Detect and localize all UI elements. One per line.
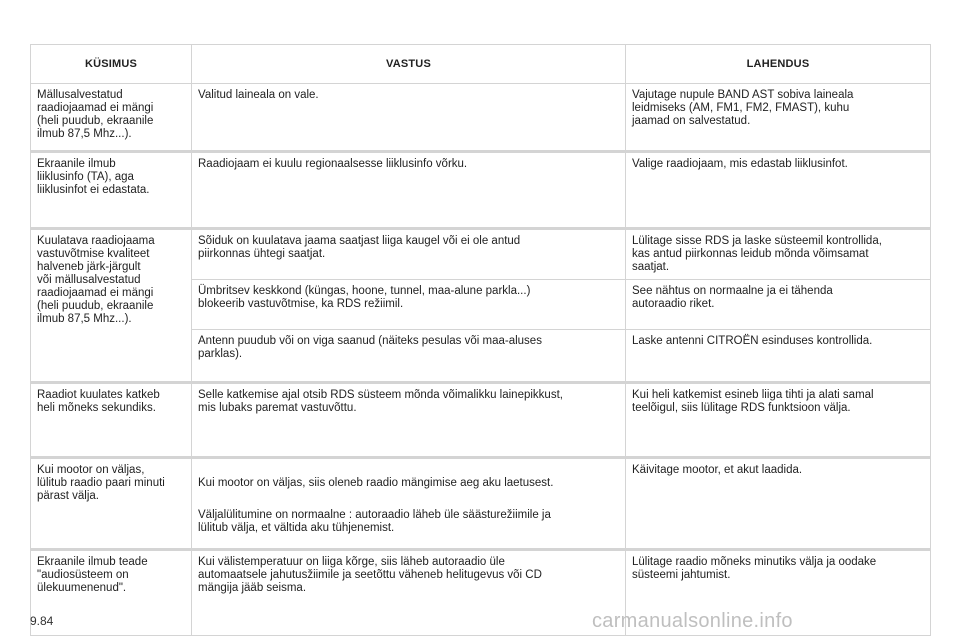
answer-cell: Sõiduk on kuulatava jaama saatjast liiga kaugel või ei ole antud piirkonnas ühtegi saatjat. — [192, 229, 626, 280]
question-cell: Ekraanile ilmub liiklusinfo (TA), aga liiklusinfot ei edastata. — [31, 152, 192, 229]
watermark: carmanualsonline.info — [592, 610, 793, 632]
solution-cell: Lülitage sisse RDS ja laske süsteemil kontrollida, kas antud piirkonnas leidub mõnda võimsamat saatjat. — [626, 229, 931, 280]
question-cell: Kui mootor on väljas, lülitub raadio paari minuti pärast välja. — [31, 458, 192, 550]
answer-cell — [192, 458, 626, 550]
question-cell: Kuulatava raadiojaama vastuvõtmise kvaliteet halveneb järk-järgult või mällusalvestatud raadiojaamad ei mängi (heli puudub, ekraanile ilmub 87,5 Mhz...). — [31, 229, 192, 383]
table-row — [31, 458, 931, 550]
header-solution: LAHENDUS — [626, 45, 931, 84]
solution-cell: Vajutage nupule BAND AST sobiva laineala leidmiseks (AM, FM1, FM2, FMAST), kuhu jaamad on salvestatud. — [626, 84, 931, 152]
table-row — [31, 84, 931, 152]
answer-cell: Ümbritsev keskkond (küngas, hoone, tunnel, maa-alune parkla...) blokeerib vastuvõtmise, ka RDS režiimil. — [192, 280, 626, 330]
question-cell: Raadiot kuulates katkeb heli mõneks sekundiks. — [31, 383, 192, 458]
answer-cell: Kui välistemperatuur on liiga kõrge, siis läheb autoraadio üle automaatsele jahutusžiimile ja seetõttu väheneb helitugevus või CD mängija jääb seisma. — [192, 550, 626, 636]
answer-extra-text: Väljalülitumine on normaalne : autoraadio läheb üle säästurežiimile ja lülitub välja, et vältida aku tühjenemist. — [198, 509, 551, 534]
page-number: 9.84 — [30, 614, 54, 628]
answer-cell: Valitud laineala on vale. — [192, 84, 626, 152]
table-row — [31, 229, 931, 280]
question-cell: Ekraanile ilmub teade "audiosüsteem on ülekuumenenud". — [31, 550, 192, 636]
header-row — [31, 45, 931, 84]
question-cell: Mällusalvestatud raadiojaamad ei mängi (heli puudub, ekraanile ilmub 87,5 Mhz...). — [31, 84, 192, 152]
table-row — [31, 383, 931, 458]
header-answer: VASTUS — [192, 45, 626, 84]
solution-cell: Valige raadiojaam, mis edastab liiklusinfot. — [626, 152, 931, 229]
solution-cell: Käivitage mootor, et akut laadida. — [626, 458, 931, 550]
table-row — [31, 550, 931, 636]
answer-cell: Antenn puudub või on viga saanud (näiteks pesulas või maa-aluses parklas). — [192, 330, 626, 383]
solution-cell: Kui heli katkemist esineb liiga tihti ja alati samal teelõigul, siis lülitage RDS funktsioon välja. — [626, 383, 931, 458]
answer-text: Kui mootor on väljas, siis oleneb raadio mängimise aeg aku laetusest. — [198, 477, 554, 489]
answer-cell: Raadiojaam ei kuulu regionaalsesse liiklusinfo võrku. — [192, 152, 626, 229]
table-row — [31, 152, 931, 229]
header-question: KÜSIMUS — [31, 45, 192, 84]
solution-cell: Laske antenni CITROËN esinduses kontrollida. — [626, 330, 931, 383]
answer-cell: Selle katkemise ajal otsib RDS süsteem mõnda võimalikku lainepikkust, mis lubaks paremat vastuvõttu. — [192, 383, 626, 458]
solution-cell: Lülitage raadio mõneks minutiks välja ja oodake süsteemi jahtumist. — [626, 550, 931, 636]
faq-table — [30, 44, 931, 636]
solution-cell: See nähtus on normaalne ja ei tähenda autoraadio riket. — [626, 280, 931, 330]
